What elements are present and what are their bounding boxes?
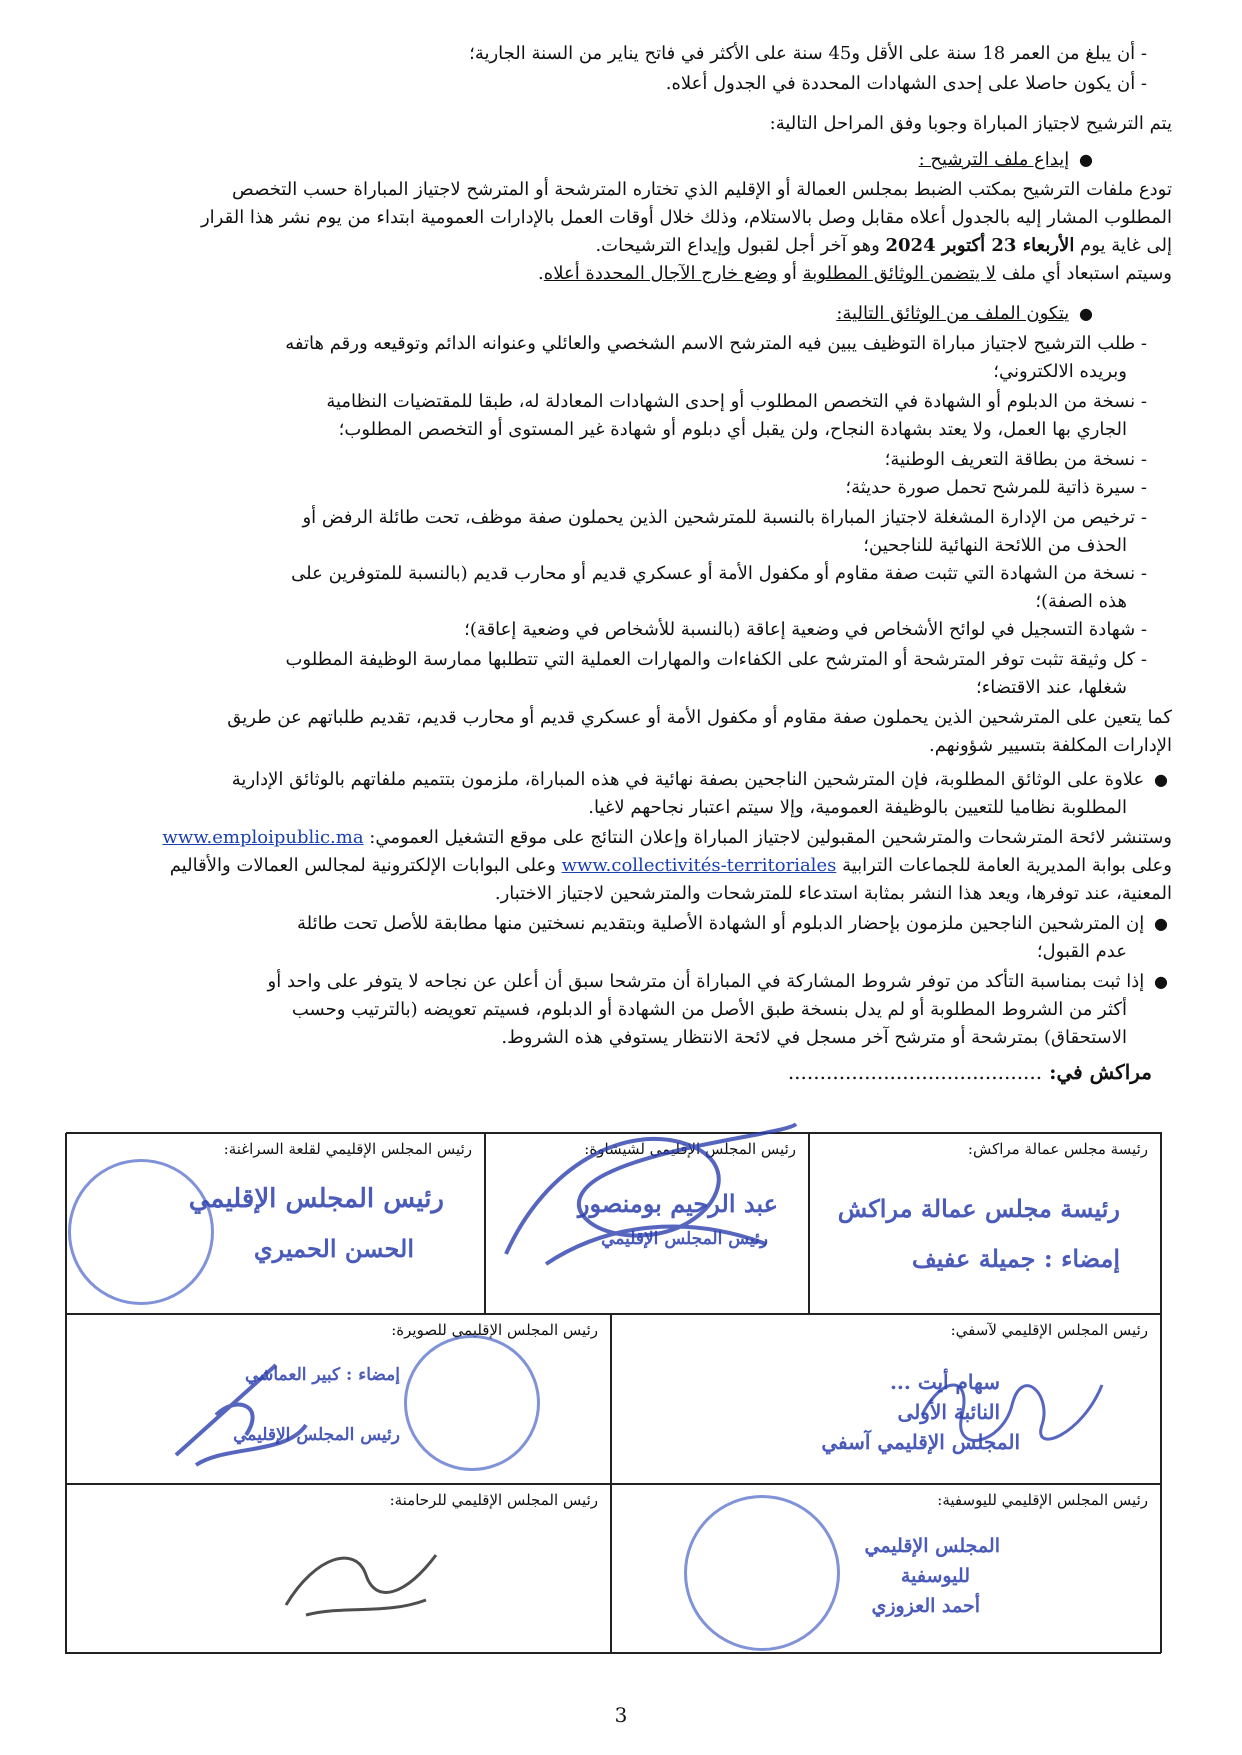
emploipublic-link[interactable]: www.emploipublic.ma [162, 827, 364, 848]
bullet-paragraph: ● إذا ثبت بمناسبة التأكد من توفر شروط المشاركة في المباراة أن مترشحا سبق أن أعلن عن نجاحه لا يتوفر على واحد أو [60, 968, 1172, 996]
doc-item-cont: وبريده الالكتروني؛ [993, 361, 1127, 382]
stamp-text: المجلس الإقليمي آسفي [821, 1430, 1020, 1454]
stamp-text: إمضاء : جميلة عفيف [911, 1244, 1120, 1273]
doc-item-cont: هذه الصفة)؛ [1035, 591, 1127, 612]
paragraph-line: أكثر من الشروط المطلوبة أو لم يدل بنسخة طبق الأصل من الشهادة أو الدبلوم، فسيتم تعويضه (بالترتيب وحسب [291, 999, 1127, 1020]
doc-item: - ترخيص من الإدارة المشغلة لاجتياز المباراة بالنسبة للمترشحين الذين يحملون صفة موظف، تحت طائلة الرفض أو [302, 507, 1147, 528]
paragraph-line: الإدارات المكلفة بتسيير شؤونهم. [928, 735, 1172, 756]
stamp-text: رئيس المجلس الإقليمي [188, 1184, 444, 1214]
section-title: إيداع ملف الترشيح : [918, 149, 1070, 170]
paragraph-line: المطلوبة نظاميا للتعيين بالوظيفة العمومية، وإلا سيتم اعتبار نجاحهم لاغيا. [588, 797, 1127, 818]
place-date: مراكش في: ........................................ [787, 1060, 1152, 1084]
publication-line: وستنشر لائحة المترشحات والمترشحين المقبولين لاجتياز المباراة وإعلان النتائج على موقع التشغيل العمومي: www.emploipublic.ma [162, 827, 1172, 848]
stages-intro: يتم الترشيح لاجتياز المباراة وجوبا وفق المراحل التالية: [769, 113, 1172, 134]
signature-scribble [486, 1104, 810, 1304]
stamp-text: سهام أيت ... [889, 1370, 1000, 1394]
publication-line: وعلى بوابة المديرية العامة للجماعات الترابية www.collectivités-territoriales وعلى البوابات الإلكترونية لمجالس العمالات والأقاليم [169, 855, 1172, 876]
collectivites-link[interactable]: www.collectivités-territoriales [561, 855, 837, 876]
bullet-icon: ● [1154, 914, 1168, 933]
stamp-text: رئيس المجلس الإقليمي [233, 1425, 400, 1445]
paragraph-line: الاستحقاق) بمترشحة أو مترشح آخر مسجل في لائحة الانتظار يستوفي هذه الشروط. [501, 1027, 1127, 1048]
paragraph-line: تودع ملفات الترشيح بمكتب الضبط بمجلس العمالة أو الإقليم الذي تختاره المترشحة أو المترشح لاجتياز المباراة حسب التخصص [232, 179, 1172, 200]
doc-item-cont: شغلها، عند الاقتضاء؛ [976, 677, 1127, 698]
cell-safi: رئيس المجلس الإقليمي لآسفي: سهام أيت ... النائبة الأولى المجلس الإقليمي آسفي [611, 1314, 1161, 1484]
doc-item-cont: الجاري بها العمل، ولا يعتد بشهادة النجاح، ولن يقبل أي دبلوم أو شهادة غير المستوى أو التخصص المطلوب؛ [338, 419, 1127, 440]
stamp-text: إمضاء : كبير العماشي [244, 1365, 400, 1385]
round-stamp [684, 1495, 840, 1651]
section-file-deposit [60, 146, 1097, 174]
section-title: يتكون الملف من الوثائق التالية: [836, 303, 1070, 324]
section-file-contents [60, 300, 1097, 328]
bullet-paragraph: ● علاوة على الوثائق المطلوبة، فإن المترشحين الناجحين بصفة نهائية في هذه المباراة، ملزمون بتتميم ملفاتهم بالوثائق الإدارية [60, 766, 1172, 794]
condition-age: - أن يبلغ من العمر 18 سنة على الأقل و45 سنة على الأكثر في فاتح يناير من السنة الجارية؛ [469, 43, 1147, 64]
bullet-icon: ● [1154, 972, 1168, 991]
signature-scribble [266, 1515, 466, 1635]
stamp-text: عبد الرحيم بومنصور [577, 1189, 778, 1218]
cell-kelaa-sraghna: رئيس المجلس الإقليمي لقلعة السراغنة: رئيس المجلس الإقليمي الحسن الحميري [65, 1133, 485, 1314]
signature-table [66, 1132, 1162, 1653]
cell-chichaoua: رئيس المجلس الإقليمي لشيشاوة: عبد الرحيم بومنصور رئيس المجلس الإقليمي [485, 1133, 809, 1314]
stamp-text: الحسن الحميري [253, 1234, 414, 1263]
doc-item: - نسخة من الشهادة التي تثبت صفة مقاوم أو مكفول الأمة أو عسكري قديم أو محارب قديم (بالنسبة للمتوفرين على [291, 563, 1147, 584]
stamp-text: رئيس المجلس الإقليمي [601, 1229, 768, 1249]
condition-diploma: - أن يكون حاصلا على إحدى الشهادات المحددة في الجدول أعلاه. [665, 73, 1147, 94]
round-stamp [404, 1335, 540, 1471]
bullet-paragraph: ● إن المترشحين الناجحين ملزمون بإحضار الدبلوم أو الشهادة الأصلية وبتقديم نسختين منها مطابقة للأصل تحت طائلة [60, 910, 1172, 938]
paragraph-line: كما يتعين على المترشحين الذين يحملون صفة مقاوم أو مكفول الأمة أو عسكري قديم أو محارب قديم، تقديم طلباتهم عن طريق [227, 707, 1172, 728]
deadline-line: إلى غاية يوم الأربعاء 23 أكتوبر 2024 وهو آخر أجل لقبول وإيداع الترشيحات. [595, 235, 1172, 256]
round-stamp [68, 1159, 214, 1305]
stamp-text: لليوسفية [900, 1565, 970, 1587]
cell-marrakech: رئيسة مجلس عمالة مراكش: رئيسة مجلس عمالة مراكش إمضاء : جميلة عفيف [809, 1133, 1161, 1314]
page-number: 3 [614, 1703, 628, 1727]
deadline-date: الأربعاء 23 أكتوبر 2024 [885, 235, 1075, 256]
stamp-text: النائبة الأولى [897, 1400, 1000, 1424]
doc-item: - كل وثيقة تثبت توفر المترشحة أو المترشح على الكفاءات والمهارات العملية التي تتطلبها ممارسة الوظيفة المطلوب [285, 649, 1147, 670]
paragraph-line: عدم القبول؛ [1036, 941, 1127, 962]
bullet-icon: ● [1079, 150, 1093, 169]
cell-rhamna: رئيس المجلس الإقليمي للرحامنة: [65, 1484, 611, 1654]
cell-youssoufia: رئيس المجلس الإقليمي لليوسفية: المجلس الإقليمي لليوسفية أحمد العزوزي [611, 1484, 1161, 1654]
doc-item: - سيرة ذاتية للمرشح تحمل صورة حديثة؛ [845, 477, 1147, 498]
stamp-text: أحمد العزوزي [871, 1595, 980, 1617]
doc-item: - نسخة من بطاقة التعريف الوطنية؛ [884, 449, 1147, 470]
doc-item: - نسخة من الدبلوم أو الشهادة في التخصص المطلوب أو إحدى الشهادات المعادلة له، طبقا للمقتضيات النظامية [326, 391, 1147, 412]
bullet-icon: ● [1079, 304, 1093, 323]
paragraph-line: المعنية، عند توفرها، ويعد هذا النشر بمثابة استدعاء للمترشحات والمترشحين لاجتياز الاختبار. [494, 883, 1172, 904]
doc-item-cont: الحذف من اللائحة النهائية للناجحين؛ [863, 535, 1127, 556]
paragraph-line: المطلوب المشار إليه بالجدول أعلاه مقابل وصل بالاستلام، وذلك خلال أوقات العمل بالإدارات العمومية ابتداء من يوم نشر هذا القرار [200, 207, 1172, 228]
signature-scribble [912, 1355, 1112, 1465]
cell-essaouira: رئيس المجلس الإقليمي للصويرة: إمضاء : كبير العماشي رئيس المجلس الإقليمي [65, 1314, 611, 1484]
stamp-text: المجلس الإقليمي [864, 1535, 1000, 1557]
signature-scribble [156, 1345, 356, 1475]
doc-item: - شهادة التسجيل في لوائح الأشخاص في وضعية إعاقة (بالنسبة للأشخاص في وضعية إعاقة)؛ [464, 619, 1147, 640]
stamp-text: رئيسة مجلس عمالة مراكش [837, 1194, 1120, 1223]
bullet-icon: ● [1154, 770, 1168, 789]
exclusion-line: وسيتم استبعاد أي ملف لا يتضمن الوثائق المطلوبة أو وضع خارج الآجال المحددة أعلاه. [538, 263, 1172, 284]
doc-item: - طلب الترشيح لاجتياز مباراة التوظيف يبين فيه المترشح الاسم الشخصي والعائلي وعنوانه الدائم وتوقيعه ورقم هاتفه [285, 333, 1147, 354]
